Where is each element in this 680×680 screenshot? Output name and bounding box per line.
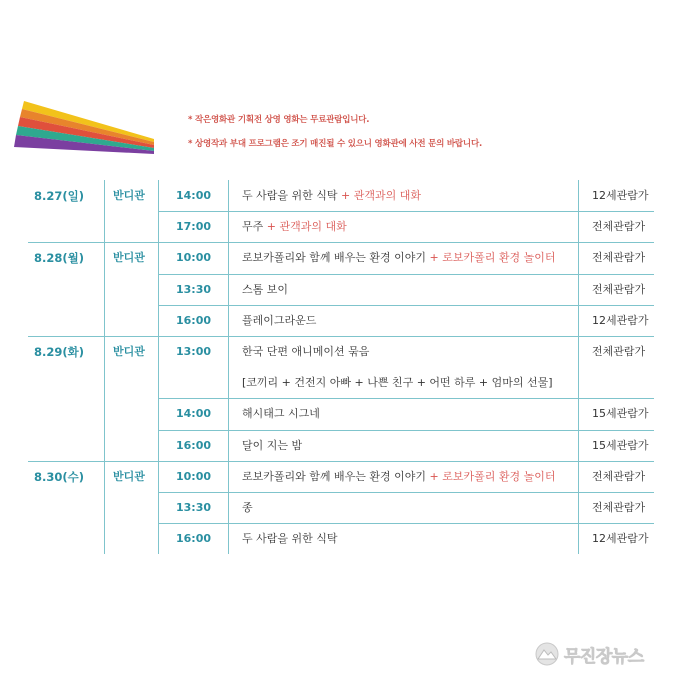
film-title bbox=[242, 283, 288, 297]
venue-name: 반디관 bbox=[113, 469, 145, 483]
column-divider bbox=[104, 242, 105, 336]
age-rating: 전체관람가 bbox=[592, 251, 646, 265]
film-title-text: 무주 bbox=[242, 220, 264, 234]
row-divider bbox=[158, 523, 654, 524]
screening-time: 16:00 bbox=[176, 438, 212, 452]
column-divider bbox=[228, 336, 229, 461]
screening-time: 13:00 bbox=[176, 345, 212, 358]
venue-name: 반디관 bbox=[113, 345, 145, 358]
screening-time: 14:00 bbox=[176, 407, 212, 421]
column-divider bbox=[104, 461, 105, 555]
notice-early-sellout: * 상영작과 부대 프로그램은 조기 매진될 수 있으니 영화관에 사전 문의 바랍니다. bbox=[188, 139, 482, 149]
row-divider bbox=[158, 211, 654, 212]
film-title bbox=[242, 220, 347, 234]
film-title-text: 로보카폴리와 함께 배우는 환경 이야기 bbox=[242, 251, 427, 265]
age-rating: 12세관람가 bbox=[592, 532, 649, 546]
program-extra: + 로보카폴리 환경 놀이터 bbox=[426, 251, 556, 265]
notice-free-admission: * 작은영화관 기획전 상영 영화는 무료관람입니다. bbox=[188, 115, 370, 125]
mountain-logo-icon bbox=[534, 642, 560, 666]
age-rating: 15세관람가 bbox=[592, 438, 649, 452]
day-divider bbox=[28, 461, 654, 462]
film-title-text: 한국 단편 애니메이션 묶음 bbox=[242, 345, 370, 358]
age-rating: 12세관람가 bbox=[592, 189, 649, 202]
screening-time: 10:00 bbox=[176, 251, 212, 265]
screening-time: 16:00 bbox=[176, 313, 212, 327]
film-title bbox=[242, 314, 316, 328]
column-divider bbox=[158, 336, 159, 461]
row-divider bbox=[158, 398, 654, 399]
film-title bbox=[242, 532, 338, 546]
screening-date: 8.29(화) bbox=[34, 345, 84, 359]
screening-time: 14:00 bbox=[176, 189, 212, 202]
row-divider bbox=[158, 274, 654, 275]
film-title-text: 두 사람을 위한 식탁 bbox=[242, 532, 338, 546]
column-divider bbox=[228, 180, 229, 242]
screening-date: 8.30(수) bbox=[34, 469, 84, 484]
screening-time: 10:00 bbox=[176, 469, 212, 483]
column-divider bbox=[158, 461, 159, 555]
screening-time: 13:30 bbox=[176, 282, 212, 296]
column-divider bbox=[578, 336, 579, 461]
column-divider bbox=[578, 242, 579, 336]
column-divider bbox=[228, 461, 229, 555]
day-divider bbox=[28, 336, 654, 337]
age-rating: 전체관람가 bbox=[592, 469, 646, 483]
program-extra: + 관객과의 대화 bbox=[337, 189, 421, 202]
column-divider bbox=[104, 336, 105, 461]
film-title bbox=[242, 407, 320, 421]
age-rating: 전체관람가 bbox=[592, 345, 646, 358]
film-title-text: 스톰 보이 bbox=[242, 282, 289, 296]
film-title-text: 해시태그 시그네 bbox=[242, 407, 320, 421]
screening-date: 8.27(일) bbox=[34, 189, 84, 203]
age-rating: 전체관람가 bbox=[592, 282, 646, 296]
day-divider bbox=[28, 242, 654, 243]
column-divider bbox=[158, 180, 159, 242]
column-divider bbox=[104, 180, 105, 242]
film-title bbox=[242, 345, 369, 359]
age-rating: 전체관람가 bbox=[592, 220, 646, 234]
film-title-text: 두 사람을 위한 식탁 bbox=[242, 189, 338, 202]
screening-time: 17:00 bbox=[176, 220, 212, 234]
film-title bbox=[242, 470, 555, 484]
film-subtitle-list: [코끼리 + 건전지 아빠 + 나쁜 친구 + 어떤 하루 + 엄마의 선물] bbox=[242, 376, 553, 389]
screening-time: 13:30 bbox=[176, 501, 212, 514]
screening-time: 16:00 bbox=[176, 532, 212, 546]
film-title-text: 플레이그라운드 bbox=[242, 313, 317, 327]
venue-name: 반디관 bbox=[113, 189, 145, 202]
watermark-text: 무진장뉴스 bbox=[564, 647, 644, 667]
age-rating: 15세관람가 bbox=[592, 407, 649, 421]
row-divider bbox=[158, 305, 654, 306]
film-title bbox=[242, 439, 302, 453]
watermark bbox=[534, 640, 674, 670]
column-divider bbox=[578, 461, 579, 555]
column-divider bbox=[578, 180, 579, 242]
column-divider bbox=[158, 242, 159, 336]
row-divider bbox=[158, 430, 654, 431]
row-divider bbox=[158, 492, 654, 493]
age-rating: 전체관람가 bbox=[592, 501, 646, 514]
film-title-text: 로보카폴리와 함께 배우는 환경 이야기 bbox=[242, 469, 427, 483]
film-title bbox=[242, 251, 555, 265]
screening-date: 8.28(월) bbox=[34, 251, 84, 266]
program-extra: + 관객과의 대화 bbox=[263, 220, 347, 234]
venue-name: 반디관 bbox=[113, 251, 145, 265]
film-title-text: 종 bbox=[242, 501, 253, 514]
film-title bbox=[242, 189, 421, 203]
column-divider bbox=[228, 242, 229, 336]
film-title bbox=[242, 501, 253, 515]
age-rating: 12세관람가 bbox=[592, 313, 649, 327]
film-title-text: 달이 지는 밤 bbox=[242, 438, 303, 452]
program-extra: + 로보카폴리 환경 놀이터 bbox=[426, 469, 556, 483]
